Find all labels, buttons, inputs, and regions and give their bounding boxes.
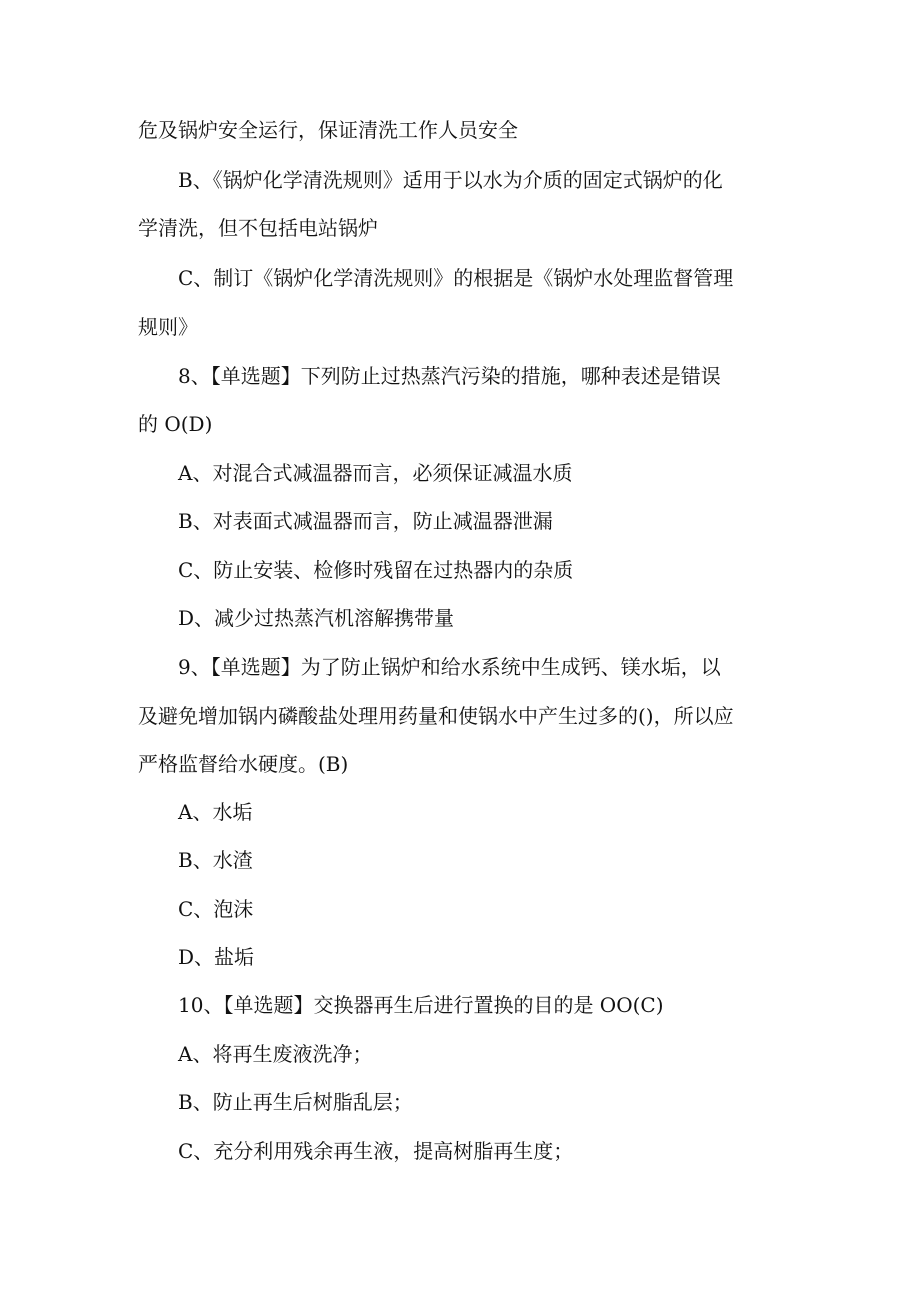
option-d: D、盐垢 [178,945,255,969]
option-a: A、将再生废液洗净； [178,1042,373,1066]
text-line: 规则》 [138,315,198,339]
option-c: C、泡沫 [178,897,254,921]
option-a: A、水垢 [178,800,253,824]
text-line: 学清洗，但不包括电站锅炉 [138,216,378,240]
question-9: 9、【单选题】为了防止锅炉和给水系统中生成钙、镁水垢，以 [178,655,721,679]
question-10: 10、【单选题】交换器再生后进行置换的目的是 OO(C) [178,993,664,1017]
question-8-cont: 的 O(D) [138,412,213,436]
option-b: B、防止再生后树脂乱层； [178,1090,413,1114]
question-9-cont: 及避免增加锅内磷酸盐处理用药量和使锅水中产生过多的()，所以应 [138,704,734,728]
option-b-line: B、《锅炉化学清洗规则》适用于以水为介质的固定式锅炉的化 [178,168,723,192]
option-b: B、对表面式减温器而言，防止减温器泄漏 [178,509,553,533]
option-b: B、水渣 [178,848,253,872]
option-a: A、对混合式减温器而言，必须保证减温水质 [178,461,573,485]
option-c: C、充分利用残余再生液，提高树脂再生度； [178,1139,574,1163]
option-c: C、防止安装、检修时残留在过热器内的杂质 [178,558,574,582]
option-d: D、减少过热蒸汽机溶解携带量 [178,606,455,630]
question-8: 8、【单选题】下列防止过热蒸汽污染的措施，哪种表述是错误 [178,364,721,388]
option-c-line: C、制订《锅炉化学清洗规则》的根据是《锅炉水处理监督管理 [178,266,734,290]
question-9-cont: 严格监督给水硬度。(B) [138,752,349,776]
text-line: 危及锅炉安全运行，保证清洗工作人员安全 [138,118,518,142]
